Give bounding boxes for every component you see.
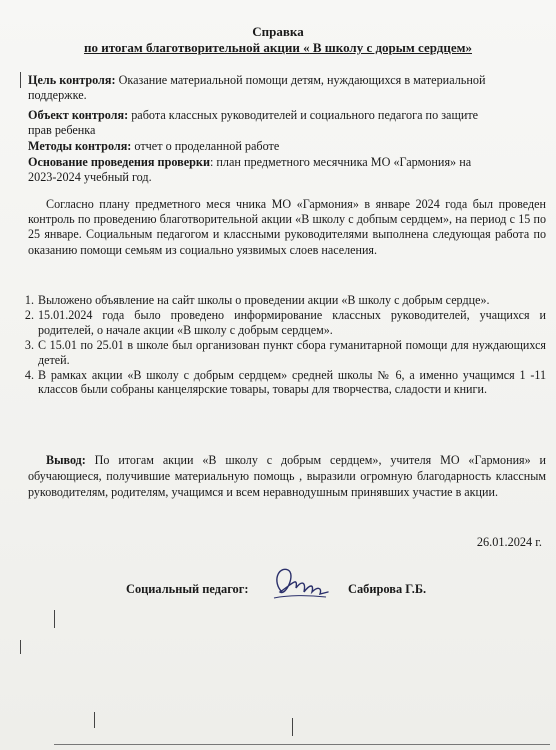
conclusion-text: По итогам акции «В школу с добрым сердцем», учителя МО «Гармония» и обучающиеся, получившие материальную помощь , выразили огромную благодарность классным руководителям, родителям, учащимся и всем неравнодушным принявших участие в акции. <box>28 453 546 499</box>
object-text-line1: работа классных руководителей и социального педагога по защите <box>128 108 479 122</box>
list-item-text: С 15.01 по 25.01 в школе был организован пункт сбора гуманитарной помощи для нуждающихся детей. <box>38 338 546 367</box>
scan-mark <box>292 718 293 736</box>
goal-text-line2: поддержке. <box>28 87 87 102</box>
basis-label: Основание проведения проверки <box>28 155 210 169</box>
methods-label: Методы контроля: <box>28 139 132 153</box>
control-methods <box>28 139 543 154</box>
scan-line <box>54 744 550 745</box>
goal-text-line1: Оказание материальной помощи детям, нуждающихся в материальной <box>115 73 486 87</box>
list-item <box>16 368 546 397</box>
scan-mark <box>94 712 95 728</box>
list-item-text: Выложено объявление на сайт школы о проведении акции «В школу с добрым сердце». <box>38 293 490 307</box>
object-text-line2: прав ребенка <box>28 122 96 137</box>
document-title: Справка <box>252 24 304 39</box>
methods-text: отчет о проделанной работе <box>131 139 280 153</box>
list-item <box>16 338 546 367</box>
document-header <box>0 24 556 56</box>
actions-list <box>16 293 546 398</box>
list-item-text: В рамках акции «В школу с добрым сердцем» средней школы № 6, а именно учащимся 1 -11 классов были собраны канцелярские товары, товары для творчества, сладости и книги. <box>38 368 546 397</box>
signature-name: Сабирова Г.Б. <box>348 582 427 596</box>
document-date: 26.01.2024 г. <box>476 535 542 549</box>
signature-role: Социальный педагог: <box>126 582 249 596</box>
conclusion-label: Вывод: <box>46 453 86 467</box>
scan-mark <box>20 72 21 88</box>
list-item-number: 3. <box>24 338 34 353</box>
list-item <box>16 308 546 337</box>
conclusion-paragraph <box>28 452 546 500</box>
goal-label: Цель контроля: <box>28 73 116 87</box>
object-label: Объект контроля: <box>28 108 129 122</box>
control-basis <box>28 155 543 184</box>
control-object <box>28 108 543 137</box>
list-item-number: 1. <box>24 293 34 307</box>
list-item <box>16 293 546 307</box>
intro-paragraph: Согласно плану предметного меся чника МО «Гармония» в январе 2024 года был проведен контроль по проведению благотворительной акции «В школу с добпым сердцем», на период с 15 по 25 январе. Социальным педагогом и классными руководителями выполнена следующая работа по оказанию помощи семьям из социально уязвимых слоев населения. <box>28 197 546 257</box>
basis-text-line1: : план предметного месячника МО «Гармония» на <box>209 155 472 169</box>
scan-mark <box>20 640 21 654</box>
list-item-number: 2. <box>24 308 34 323</box>
control-goal <box>28 73 543 102</box>
basis-text-line2: 2023-2024 учебный год. <box>28 169 152 184</box>
list-item-text: 15.01.2024 года было проведено информирование классных руководителей, учащихся и родителей, о начале акции «В школу с добрым сердцем». <box>38 308 546 337</box>
scan-mark <box>54 610 55 628</box>
list-item-number: 4. <box>24 368 34 383</box>
document-subtitle: по итогам благотворительной акции « В школу с дорым сердцем» <box>83 40 472 55</box>
handwritten-signature <box>268 562 330 602</box>
